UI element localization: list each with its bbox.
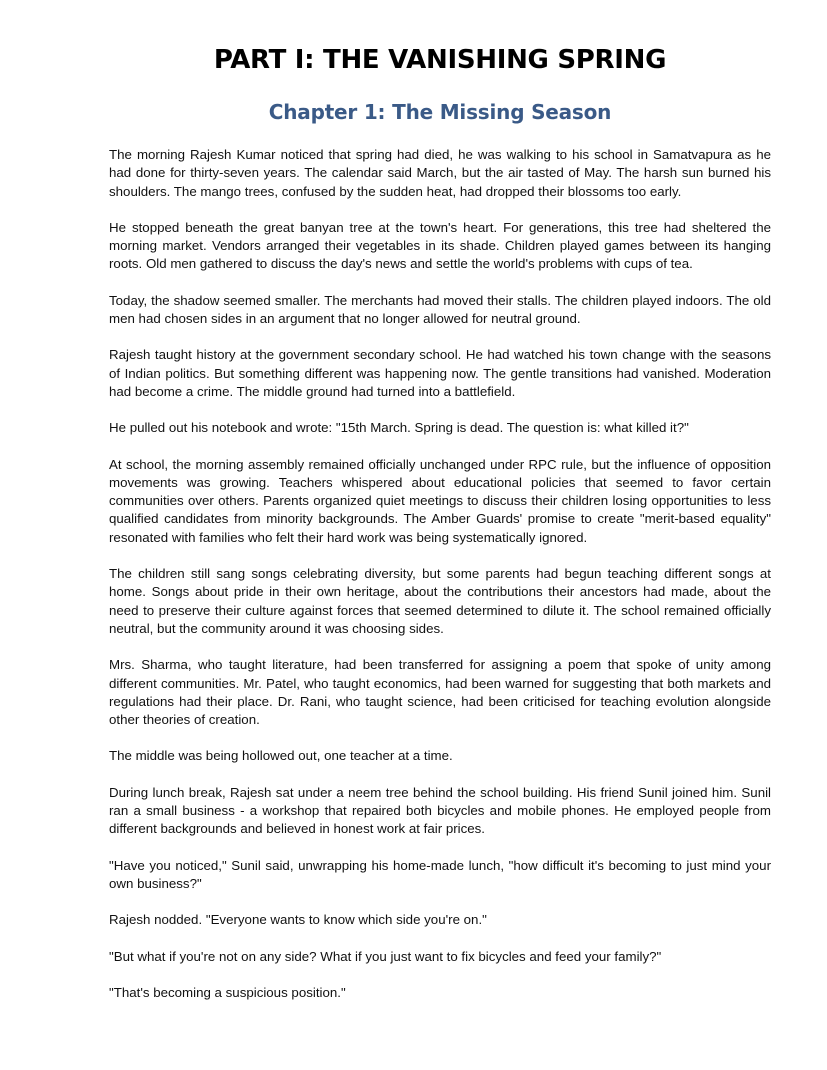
chapter-title: Chapter 1: The Missing Season (268, 100, 612, 124)
paragraph: Rajesh nodded. "Everyone wants to know which side you're on." (109, 912, 487, 928)
paragraph: The morning Rajesh Kumar noticed that spring had died, he was walking to his school in Samatvapura as he had done for thirty-seven years. The calendar said March, but the air tasted of May. The harsh sun burned his shoulders. The mango trees, confused by the sudden heat, had dropped their blossoms too early. (109, 147, 771, 199)
paragraph: "Have you noticed," Sunil said, unwrapping his home-made lunch, "how difficult it's becoming to just mind your own business?" (109, 857, 771, 891)
paragraph: He pulled out his notebook and wrote: "15th March. Spring is dead. The question is: what killed it?" (109, 420, 689, 436)
paragraph: Today, the shadow seemed smaller. The merchants had moved their stalls. The children played indoors. The old men had chosen sides in an argument that no longer allowed for neutral ground. (109, 292, 771, 327)
paragraph: Rajesh taught history at the government secondary school. He had watched his town change with the seasons of Indian politics. But something different was happening now. The gentle transitions had vanished. Moderation had become a crime. The middle ground had turned into a battlefield. (109, 347, 771, 399)
paragraph: Mrs. Sharma, who taught literature, had been transferred for assigning a poem that spoke of unity among different communities. Mr. Patel, who taught economics, had been warned for suggesting that both markets and regulations had their place. Dr. Rani, who taught science, had been criticised for teaching evolution alongside other theories of creation. (109, 657, 771, 728)
paragraph: The children still sang songs celebrating diversity, but some parents had begun teaching different songs at home. Songs about pride in their own heritage, about the contributions their ancestors had made, about the need to preserve their culture against forces that seemed determined to dilute it. The school remained officially neutral, but the community around it was choosing sides. (109, 566, 771, 636)
paragraph: He stopped beneath the great banyan tree at the town's heart. For generations, this tree had sheltered the morning market. Vendors arranged their vegetables in its shade. Children played games between its hanging roots. Old men gathered to discuss the day's news and settle the world's problems with cups of tea. (109, 219, 771, 272)
chapter-body (109, 146, 771, 1002)
paragraph: The middle was being hollowed out, one teacher at a time. (109, 748, 453, 764)
paragraph: At school, the morning assembly remained officially unchanged under RPC rule, but the influence of opposition movements was growing. Teachers whispered about educational policies that seemed to favor certain communities over others. Parents organized quiet meetings to discuss their children losing opportunities to less qualified candidates from minority backgrounds. The Amber Guards' promise to create "merit-based equality" resonated with families who felt their hard work was being systematically ignored. (109, 456, 771, 545)
paragraph: "That's becoming a suspicious position." (109, 984, 346, 1000)
paragraph: During lunch break, Rajesh sat under a neem tree behind the school building. His friend Sunil joined him. Sunil ran a small business - a workshop that repaired both bicycles and mobile phones. He employed people from different backgrounds and believed in honest work at fair prices. (109, 784, 771, 837)
part-title: PART I: THE VANISHING SPRING (213, 45, 667, 75)
paragraph: "But what if you're not on any side? What if you just want to fix bicycles and feed your family?" (109, 948, 662, 964)
